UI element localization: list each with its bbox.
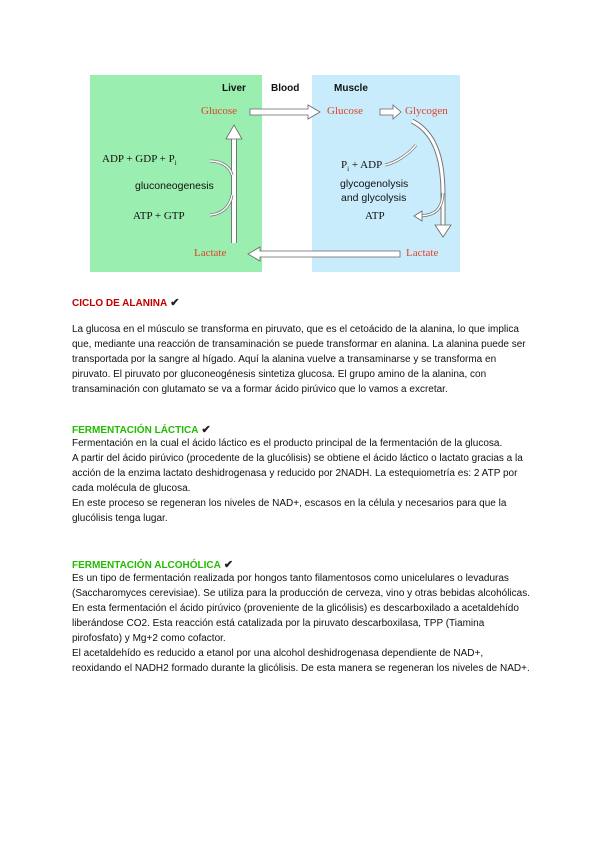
paragraph: Fermentación en la cual el ácido láctico es el producto principal de la fermentación de la glucosa. <box>72 438 503 449</box>
paragraph: A partir del ácido pirúvico (procedente de la glucólisis) se obtiene el ácido láctico o lactato gracias a la acción de la enzima lactato deshidrogenasa y reducido por 2NADH. La estequiometría es: 2 ATP por cada molécula de glucosa. <box>72 453 523 494</box>
liver-glucose-label: Glucose <box>201 105 238 117</box>
cori-cycle-diagram <box>90 75 460 272</box>
heading-text: FERMENTACIÓN LÁCTICA <box>72 425 199 436</box>
section-body-alcoholica <box>72 571 532 676</box>
blood-header: Blood <box>271 83 300 94</box>
glycolysis-label: and glycolysis <box>341 192 407 204</box>
muscle-header: Muscle <box>334 83 368 94</box>
atp-gtp-label: ATP + GTP <box>133 210 185 222</box>
muscle-glucose-label: Glucose <box>327 105 364 117</box>
section-heading-alanina <box>72 297 179 310</box>
liver-header: Liver <box>222 83 246 94</box>
gluconeogenesis-label: gluconeogenesis <box>135 180 214 192</box>
glycogenolysis-label: glycogenolysis <box>340 178 409 190</box>
check-icon: ✔ <box>201 424 211 436</box>
paragraph: El acetaldehído es reducido a etanol por una alcohol deshidrogenasa dependiente de NAD+, reoxidando el NADH2 formado durante la glicólisis. De esta manera se regeneran los niveles de NAD+. <box>72 648 530 674</box>
check-icon: ✔ <box>223 559 234 571</box>
paragraph: En esta fermentación el ácido pirúvico (proveniente de la glicólisis) es descarboxilado a acetaldehído liberándose CO2. Esta reacción está catalizada por la piruvato descarboxilasa, TPP (Tiamina pirofosfato) y Mg+2 como cofactor. <box>72 603 519 644</box>
pi-adp-label: $P_i$ + ADP <box>341 159 383 174</box>
section-body-lactica <box>72 436 532 526</box>
check-icon: ✔ <box>170 297 180 309</box>
adp-gdp-label: ADP + GDP + $P_i$ <box>102 153 177 168</box>
paragraph: La glucosa en el músculo se transforma en piruvato, que es el cetoácido de la alanina, lo que implica que, mediante una reacción de transaminación se puede transformar en alanina. La alanina puede ser transportada por la sangre al hígado. Aquí la alanina vuelve a transaminarse y se transforma en piruvato. El piruvato por gluconeogénesis sintetiza glucosa. El grupo amino de la alanina, con transaminación con glutamato se va a formar ácido pirúvico que lo vamos a excretar. <box>72 324 526 395</box>
paragraph: Es un tipo de fermentación realizada por hongos tanto filamentosos como unicelulares o levaduras (Saccharomyces cerevisiae). Se utiliza para la producción de cerveza, vino y otras bebidas alcohólicas. <box>72 573 531 599</box>
paragraph: En este proceso se regeneran los niveles de NAD+, escasos en la célula y necesarios para que la glucólisis tenga lugar. <box>72 498 507 524</box>
muscle-lactate-label: Lactate <box>406 247 439 259</box>
liver-lactate-label: Lactate <box>194 247 227 259</box>
glycogen-label: Glycogen <box>405 105 448 117</box>
heading-text: CICLO DE ALANINA <box>72 298 168 309</box>
muscle-atp-label: ATP <box>365 210 385 222</box>
heading-text: FERMENTACIÓN ALCOHÓLICA <box>72 560 221 571</box>
section-body-alanina <box>72 322 532 397</box>
